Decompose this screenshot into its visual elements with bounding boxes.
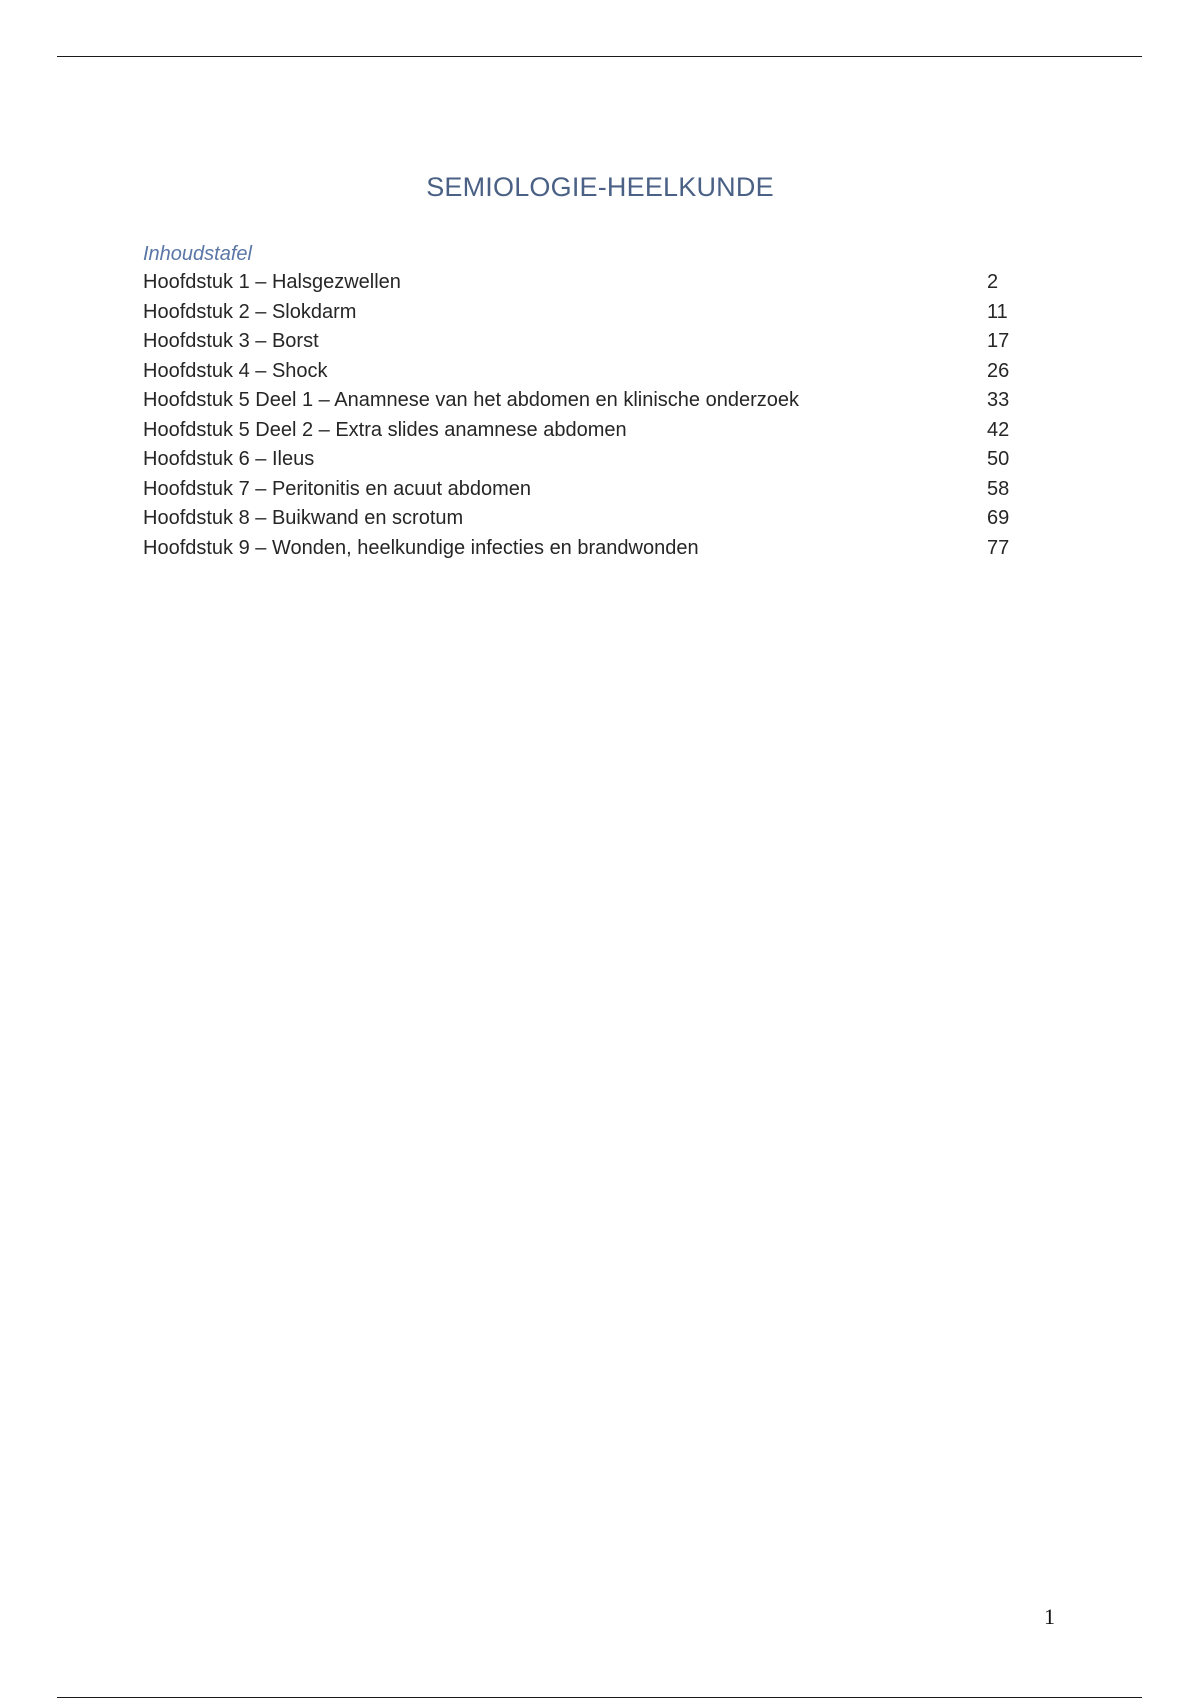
toc-entry[interactable]: [143, 419, 1023, 449]
toc-heading: Inhoudstafel: [143, 243, 252, 265]
toc-entry-label: Hoofdstuk 5 Deel 1 – Anamnese van het abdomen en klinische onderzoek: [143, 389, 799, 411]
toc-entry-label: Hoofdstuk 4 – Shock: [143, 359, 328, 382]
toc-entry-label: Hoofdstuk 5 Deel 2 – Extra slides anamnese abdomen: [143, 418, 627, 441]
toc-entry-page: 77: [987, 536, 1010, 559]
toc-entry[interactable]: [143, 271, 1023, 301]
page-number: 1: [1044, 1604, 1055, 1629]
toc-entry-label: Hoofdstuk 9 – Wonden, heelkundige infecties en brandwonden: [143, 536, 699, 559]
toc-entry-page: 33: [987, 389, 1010, 411]
toc-entry-label: Hoofdstuk 3 – Borst: [143, 330, 319, 352]
toc-entry-label: Hoofdstuk 1 – Halsgezwellen: [143, 271, 401, 293]
toc-entry-label: Hoofdstuk 6 – Ileus: [143, 448, 315, 470]
footer-rule: [57, 1697, 1142, 1698]
toc-entry[interactable]: [143, 301, 1023, 331]
toc-entry-page: 11: [987, 300, 1008, 323]
toc-entry-page: 26: [987, 359, 1010, 382]
toc-entry[interactable]: [143, 360, 1023, 390]
toc-entry-label: Hoofdstuk 7 – Peritonitis en acuut abdomen: [143, 477, 532, 500]
document-title: SEMIOLOGIE-HEELKUNDE: [426, 172, 774, 202]
toc-entry[interactable]: [143, 330, 1023, 360]
table-of-contents: [143, 271, 1023, 566]
toc-entry-page: 50: [987, 448, 1010, 470]
toc-entry-page: 58: [987, 477, 1010, 500]
toc-entry[interactable]: [143, 507, 1023, 537]
toc-entry-page: 69: [987, 507, 1010, 529]
toc-entry-page: 2: [987, 271, 999, 293]
toc-entry[interactable]: [143, 389, 1023, 419]
toc-entry-page: 17: [987, 330, 1010, 352]
toc-entry[interactable]: [143, 448, 1023, 478]
toc-entry-label: Hoofdstuk 8 – Buikwand en scrotum: [143, 507, 464, 529]
toc-entry-label: Hoofdstuk 2 – Slokdarm: [143, 300, 357, 323]
header-rule: [57, 56, 1142, 57]
toc-entry[interactable]: [143, 537, 1023, 567]
toc-entry-page: 42: [987, 418, 1010, 441]
toc-entry[interactable]: [143, 478, 1023, 508]
